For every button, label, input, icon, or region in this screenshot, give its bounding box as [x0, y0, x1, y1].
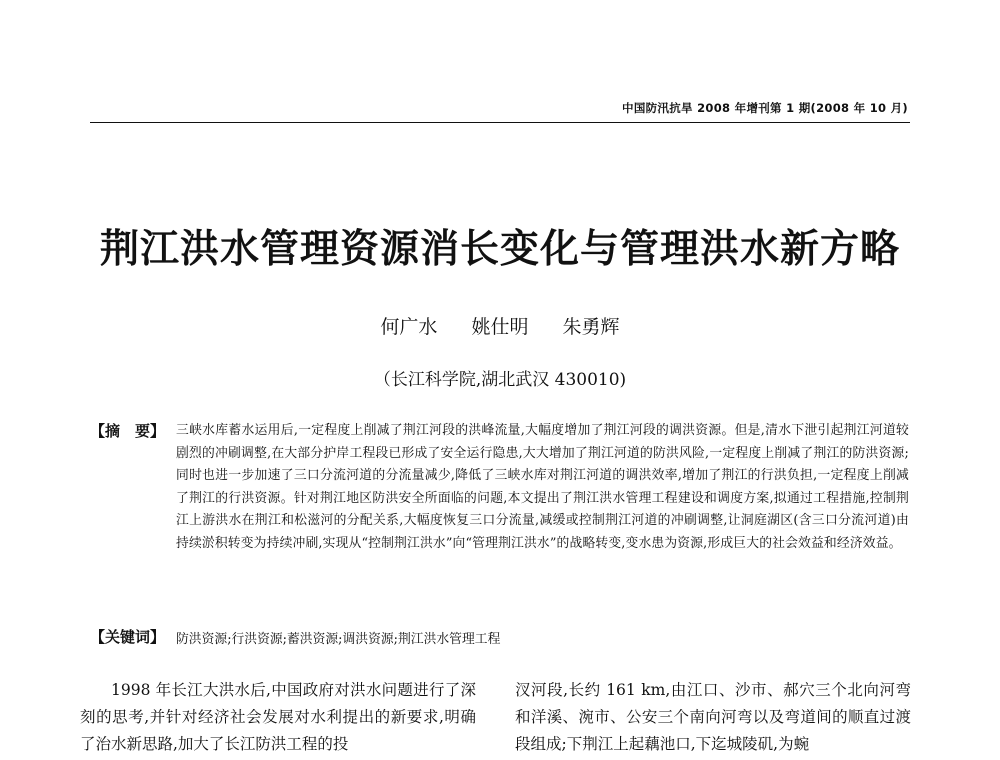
keywords-text: 防洪资源;行洪资源;蓄洪资源;调洪资源;荆江洪水管理工程: [176, 632, 501, 647]
author-name: 朱勇辉: [562, 316, 620, 338]
author-name: 姚仕明: [471, 316, 529, 338]
keywords-label: 【关键词】: [90, 628, 166, 646]
affiliation: （长江科学院,湖北武汉 430010): [373, 370, 627, 390]
article-title: 荆江洪水管理资源消长变化与管理洪水新方略: [99, 226, 900, 272]
abstract-text: 三峡水库蓄水运用后,一定程度上削减了荆江河段的洪峰流量,大幅度增加了荆江河段的调洪资源。但是,清水下泄引起荆江河道较剧烈的冲刷调整,在大部分护岸工程段已形成了安全运行隐患,大大增加了荆江河道的防洪风险,一定程度上削减了荆江的防洪资源;同时也进一步加速了三口分流河道的分流量减少,降低了三峡水库对荆江河道的调洪效率,增加了荆江的行洪负担,一定程度上削减了荆江的行洪资源。针对荆江地区防洪安全所面临的问题,本文提出了荆江洪水管理工程建设和调度方案,拟通过工程措施,控制荆江上游洪水在荆江和松滋河的分配关系,大幅度恢复三口分流量,减缓或控制荆江河道的冲刷调整,让洞庭湖区(含三口分流河道)由持续淤积转变为持续冲刷,实现从“控制荆江洪水”向“管理荆江洪水”的战略转变,变水患为资源,形成巨大的社会效益和经济效益。: [176, 423, 909, 551]
running-header: 中国防汛抗旱 2008 年增刊第 1 期(2008 年 10 月): [622, 101, 908, 115]
author-list: [0, 312, 1000, 339]
author-name: 何广水: [380, 316, 438, 338]
abstract-label: 【摘 要】: [90, 422, 166, 440]
header-rule: [90, 122, 910, 123]
body-column-left: 1998 年长江大洪水后,中国政府对洪水问题进行了深刻的思考,并针对经济社会发展对水利提出的新要求,明确了治水新思路,加大了长江防洪工程的投: [80, 681, 476, 753]
body-column-right: 汊河段,长约 161 km,由江口、沙市、郝穴三个北向河弯和洋溪、涴市、公安三个南向河弯以及弯道间的顺直过渡段组成;下荆江上起藕池口,下迄城陵矶,为蜿: [515, 681, 911, 753]
